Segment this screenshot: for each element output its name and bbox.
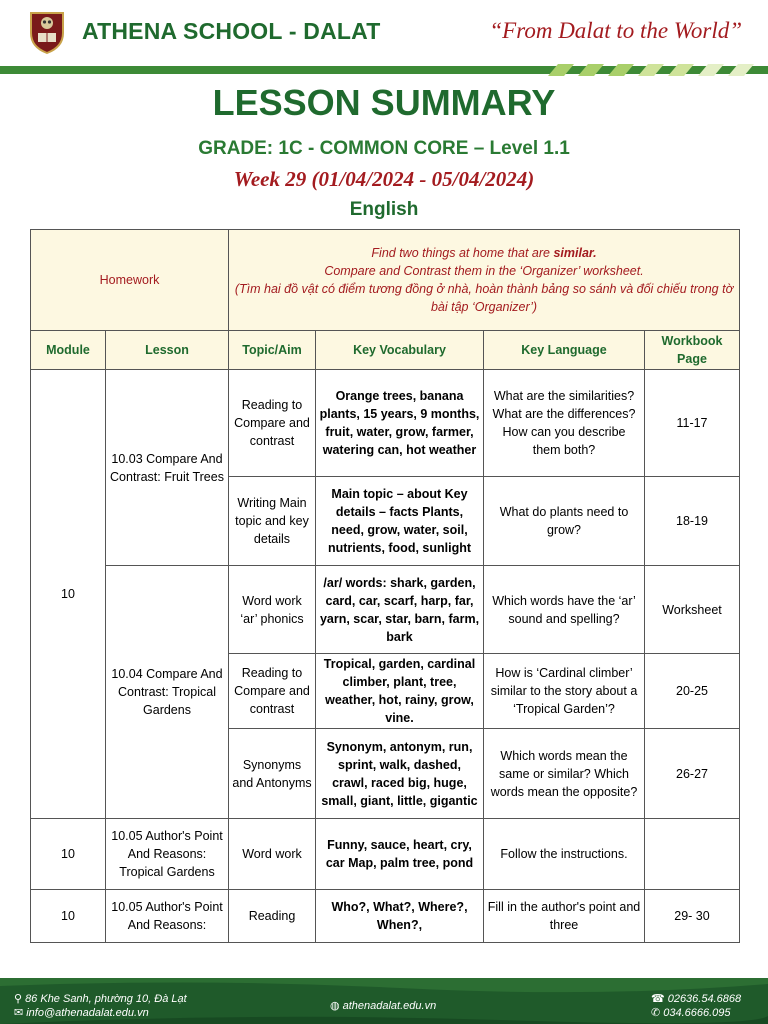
- language-cell: Follow the instructions.: [484, 819, 645, 890]
- footer-phone-mobile[interactable]: ✆ 034.6666.095: [651, 1007, 731, 1019]
- topic-cell: Writing Main topic and key details: [229, 477, 316, 566]
- vocab-cell: Main topic – about Key details – facts Plants, need, grow, water, soil, nutrients, food, sunlight: [316, 477, 484, 566]
- header-stripes-decoration: [548, 64, 768, 76]
- topic-cell: Reading to Compare and contrast: [229, 370, 316, 477]
- page-cell: 26-27: [645, 729, 740, 819]
- page-cell: Worksheet: [645, 566, 740, 654]
- language-cell: Which words mean the same or similar? Which words mean the opposite?: [484, 729, 645, 819]
- table-row: [31, 370, 740, 477]
- col-header-language: Key Language: [484, 331, 645, 370]
- table-row: [31, 890, 740, 943]
- homework-text: [229, 230, 740, 331]
- table-row: [31, 566, 740, 654]
- page-header: [0, 0, 768, 68]
- lesson-table: [30, 229, 740, 943]
- page-title: LESSON SUMMARY: [212, 82, 556, 123]
- language-cell: What do plants need to grow?: [484, 477, 645, 566]
- page-cell: 18-19: [645, 477, 740, 566]
- lesson-cell: 10.03 Compare And Contrast: Fruit Trees: [106, 370, 229, 566]
- mobile-phone-icon: ✆: [651, 1007, 661, 1019]
- homework-row: [31, 230, 740, 331]
- lesson-cell: 10.05 Author's Point And Reasons: Tropical Gardens: [106, 819, 229, 890]
- col-header-page: Workbook Page: [645, 331, 740, 370]
- table-row: [31, 819, 740, 890]
- grade-subtitle: GRADE: 1C - COMMON CORE – Level 1.1: [198, 138, 570, 159]
- footer-phone-landline[interactable]: ☎ 02636.54.6868: [651, 993, 742, 1005]
- footer-website[interactable]: ◍ athenadalat.edu.vn: [330, 1000, 437, 1012]
- school-crest-logo: [27, 9, 67, 55]
- topic-cell: Word work: [229, 819, 316, 890]
- vocab-cell: Tropical, garden, cardinal climber, plant, tree, weather, hot, rainy, grow, vine.: [316, 654, 484, 729]
- language-cell: What are the similarities? What are the differences? How can you describe them both?: [484, 370, 645, 477]
- school-motto: “From Dalat to the World”: [489, 18, 742, 43]
- vocab-cell: Orange trees, banana plants, 15 years, 9 months, fruit, water, grow, farmer, watering can, hot weather: [316, 370, 484, 477]
- homework-line1: Find two things at home that are similar.: [371, 246, 597, 260]
- homework-label: Homework: [31, 230, 229, 331]
- col-header-lesson: Lesson: [106, 331, 229, 370]
- page-footer: [0, 978, 768, 1024]
- week-subtitle: Week 29 (01/04/2024 - 05/04/2024): [233, 167, 535, 191]
- vocab-cell: Synonym, antonym, run, sprint, walk, dashed, crawl, raced big, huge, small, giant, little, gigantic: [316, 729, 484, 819]
- lesson-cell: 10.05 Author's Point And Reasons:: [106, 890, 229, 943]
- mail-icon: ✉: [14, 1007, 24, 1019]
- vocab-cell: Who?, What?, Where?, When?,: [316, 890, 484, 943]
- module-cell: 10: [31, 890, 106, 943]
- page-cell: 11-17: [645, 370, 740, 477]
- vocab-cell: /ar/ words: shark, garden, card, car, scarf, harp, far, yarn, scar, star, barn, farm, bark: [316, 566, 484, 654]
- topic-cell: Synonyms and Antonyms: [229, 729, 316, 819]
- homework-line3: (Tìm hai đồ vật có điểm tương đồng ở nhà, hoàn thành bảng so sánh và đối chiếu trong tờ bài tập ‘Organizer’): [234, 282, 734, 314]
- col-header-vocab: Key Vocabulary: [316, 331, 484, 370]
- module-cell: 10: [31, 370, 106, 819]
- footer-address: ⚲ 86 Khe Sanh, phường 10, Đà Lạt: [14, 993, 187, 1005]
- col-header-module: Module: [31, 331, 106, 370]
- column-header-row: [31, 331, 740, 370]
- topic-cell: Word work ‘ar’ phonics: [229, 566, 316, 654]
- location-pin-icon: ⚲: [14, 993, 23, 1005]
- phone-icon: ☎: [651, 993, 665, 1005]
- module-cell: 10: [31, 819, 106, 890]
- language-cell: Fill in the author's point and three: [484, 890, 645, 943]
- col-header-topic: Topic/Aim: [229, 331, 316, 370]
- school-name: ATHENA SCHOOL - DALAT: [82, 18, 381, 44]
- subject-title: English: [349, 199, 419, 220]
- lesson-cell: 10.04 Compare And Contrast: Tropical Gardens: [106, 566, 229, 819]
- page-cell: 20-25: [645, 654, 740, 729]
- page-cell: [645, 819, 740, 890]
- topic-cell: Reading: [229, 890, 316, 943]
- language-cell: How is ‘Cardinal climber’ similar to the story about a ‘Tropical Garden’?: [484, 654, 645, 729]
- vocab-cell: Funny, sauce, heart, cry, car Map, palm tree, pond: [316, 819, 484, 890]
- page-cell: 29- 30: [645, 890, 740, 943]
- globe-icon: ◍: [330, 1000, 340, 1012]
- language-cell: Which words have the ‘ar’ sound and spelling?: [484, 566, 645, 654]
- footer-email[interactable]: ✉ info@athenadalat.edu.vn: [14, 1007, 149, 1019]
- topic-cell: Reading to Compare and contrast: [229, 654, 316, 729]
- homework-line2: Compare and Contrast them in the ‘Organizer’ worksheet.: [324, 264, 644, 278]
